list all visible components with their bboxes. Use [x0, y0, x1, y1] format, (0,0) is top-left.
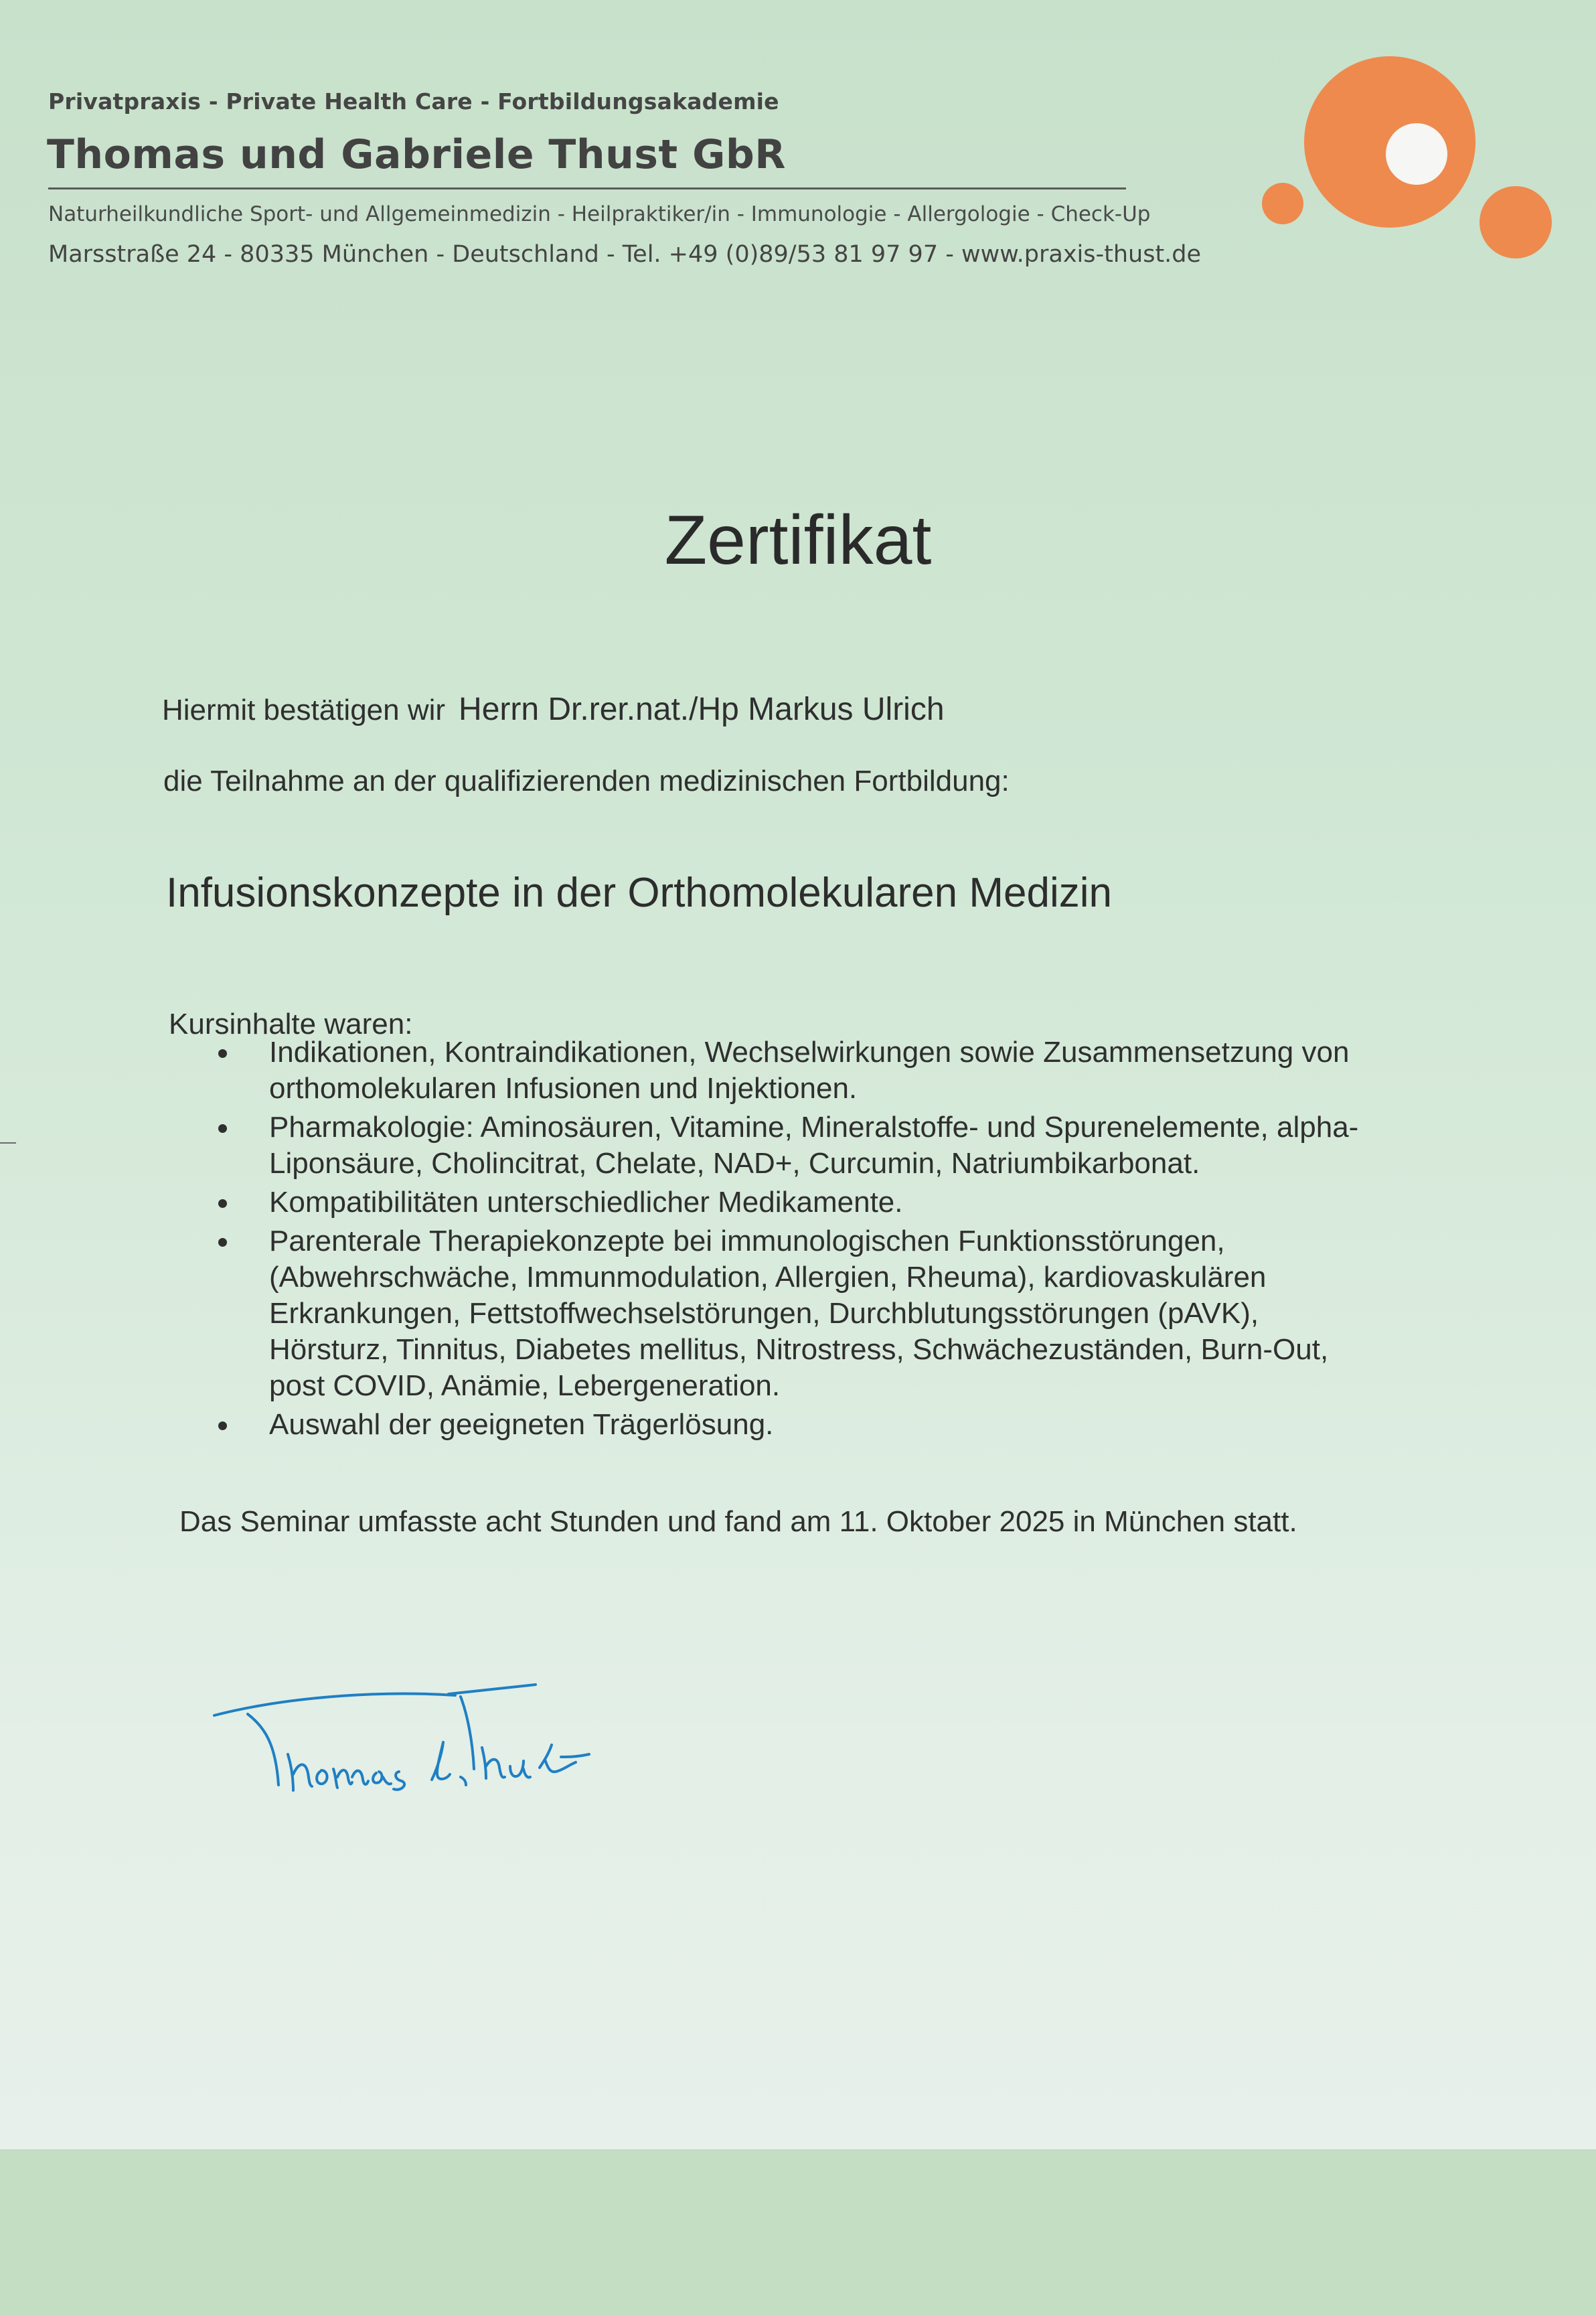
list-item — [213, 1407, 1418, 1443]
bullet-icon — [218, 1124, 227, 1133]
letterhead-tagline: Privatpraxis - Private Health Care - Fortbildungsakademie — [48, 88, 779, 114]
logo-circle-small-right — [1480, 186, 1552, 258]
contents-list — [213, 1034, 1418, 1446]
logo-circle-hole — [1386, 123, 1447, 185]
recipient-name: Herrn Dr.rer.nat./Hp Markus Ulrich — [459, 692, 945, 727]
list-item — [213, 1223, 1418, 1404]
signature-image — [201, 1654, 643, 1808]
list-item — [213, 1184, 1418, 1221]
bullet-icon — [218, 1199, 227, 1208]
letterhead-company-name: Thomas und Gabriele Thust GbR — [47, 131, 786, 178]
participation-line: die Teilnahme an der qualifizierenden medizinischen Fortbildung: — [163, 765, 1010, 797]
letterhead-specialties: Naturheilkundliche Sport- und Allgemeinmedizin - Heilpraktiker/in - Immunologie - Allergologie - Check-Up — [48, 202, 1151, 226]
list-item-line: Erkrankungen, Fettstoffwechselstörungen, Durchblutungsstörungen (pAVK), — [269, 1297, 1259, 1330]
list-item-line: Indikationen, Kontraindikationen, Wechselwirkungen sowie Zusammensetzung von — [269, 1036, 1350, 1069]
list-item-line: Auswahl der geeigneten Trägerlösung. — [269, 1408, 774, 1441]
letterhead-divider — [48, 187, 1126, 189]
confirmation-line — [162, 691, 945, 728]
bullet-icon — [218, 1421, 227, 1430]
list-item-line: orthomolekularen Infusionen und Injektionen. — [269, 1072, 858, 1105]
list-item-line: Liponsäure, Cholincitrat, Chelate, NAD+, Curcumin, Natriumbikarbonat. — [269, 1147, 1200, 1180]
list-item-line: post COVID, Anämie, Lebergeneration. — [269, 1369, 781, 1402]
list-item-line: Parenterale Therapiekonzepte bei immunologischen Funktionsstörungen, — [269, 1225, 1225, 1257]
margin-mark — [0, 1142, 16, 1144]
list-item-line: Kompatibilitäten unterschiedlicher Medikamente. — [269, 1186, 903, 1219]
confirmation-prefix: Hiermit bestätigen wir — [162, 694, 446, 726]
list-item — [213, 1034, 1418, 1107]
list-item — [213, 1109, 1418, 1182]
course-title: Infusionskonzepte in der Orthomolekularen Medizin — [166, 870, 1112, 916]
list-item-line: Hörsturz, Tinnitus, Diabetes mellitus, Nitrostress, Schwächezuständen, Burn-Out, — [269, 1333, 1329, 1366]
bullet-icon — [218, 1238, 227, 1247]
list-item-line: (Abwehrschwäche, Immunmodulation, Allergien, Rheuma), kardiovaskulären — [269, 1261, 1267, 1294]
footer-band — [0, 2149, 1596, 2316]
certificate-title: Zertifikat — [664, 501, 932, 579]
practice-logo — [1252, 47, 1560, 268]
bullet-icon — [218, 1049, 227, 1058]
logo-circle-small-left — [1262, 183, 1303, 224]
contents-heading: Kursinhalte waren: — [169, 1008, 413, 1040]
list-item-line: Pharmakologie: Aminosäuren, Vitamine, Mineralstoffe- und Spurenelemente, alpha- — [269, 1111, 1359, 1144]
seminar-summary: Das Seminar umfasste acht Stunden und fand am 11. Oktober 2025 in München statt. — [179, 1505, 1297, 1538]
letterhead-address: Marsstraße 24 - 80335 München - Deutschland - Tel. +49 (0)89/53 81 97 97 - www.praxis-thust.de — [48, 241, 1202, 268]
